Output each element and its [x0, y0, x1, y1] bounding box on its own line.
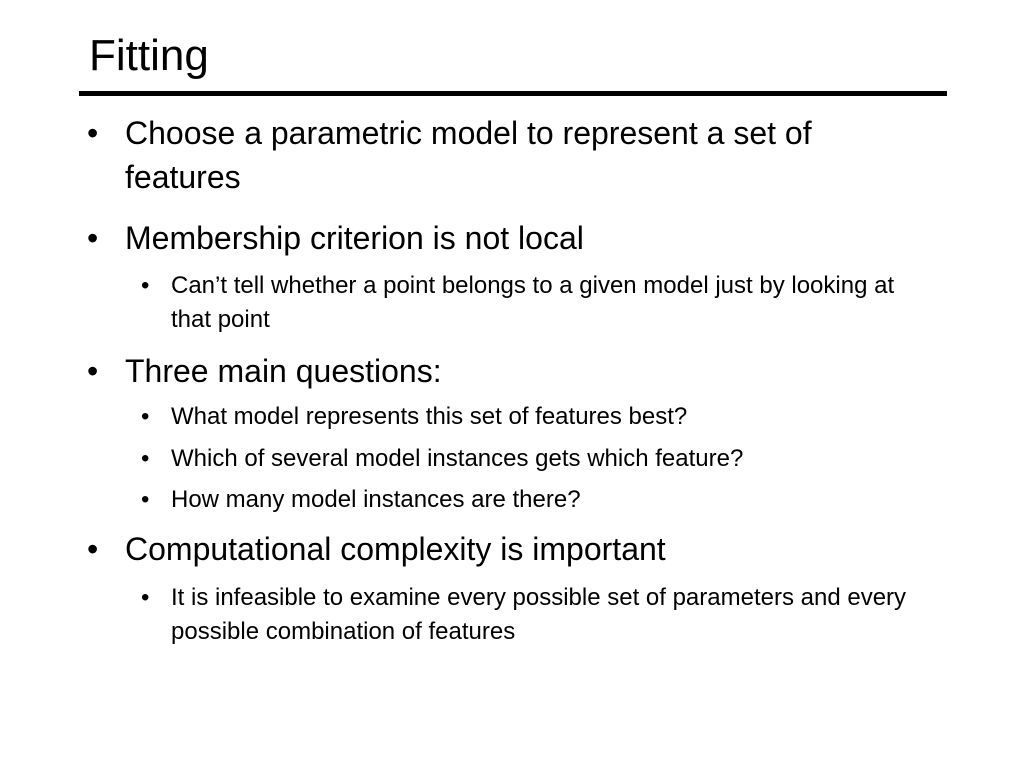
bullet-marker: •: [87, 220, 99, 256]
bullet-text: Membership criterion is not local: [125, 220, 584, 256]
sub-bullet-text: It is infeasible to examine every possible set of parameters and every possible combination of features: [171, 584, 907, 645]
bullet-text: Choose a parametric model to represent a set of features: [125, 115, 812, 195]
sub-bullet-marker: •: [141, 486, 150, 513]
sub-bullet-marker: •: [141, 403, 150, 430]
sub-bullet-text: What model represents this set of features best?: [171, 403, 688, 430]
sub-bullet-marker: •: [141, 272, 150, 299]
sub-bullet-text: How many model instances are there?: [171, 486, 581, 513]
bullet-marker: •: [87, 115, 99, 151]
slide-title: Fitting: [89, 31, 209, 80]
bullet-text: Three main questions:: [125, 353, 442, 389]
title-underline: [79, 91, 947, 96]
sub-bullet-marker: •: [141, 445, 150, 472]
bullet-marker: •: [87, 531, 99, 567]
sub-bullet-text: Can’t tell whether a point belongs to a given model just by looking at that point: [171, 272, 895, 333]
sub-bullet-marker: •: [141, 584, 150, 611]
sub-bullet-text: Which of several model instances gets which feature?: [171, 445, 744, 472]
bullet-marker: •: [87, 353, 99, 389]
bullet-text: Computational complexity is important: [125, 531, 666, 567]
